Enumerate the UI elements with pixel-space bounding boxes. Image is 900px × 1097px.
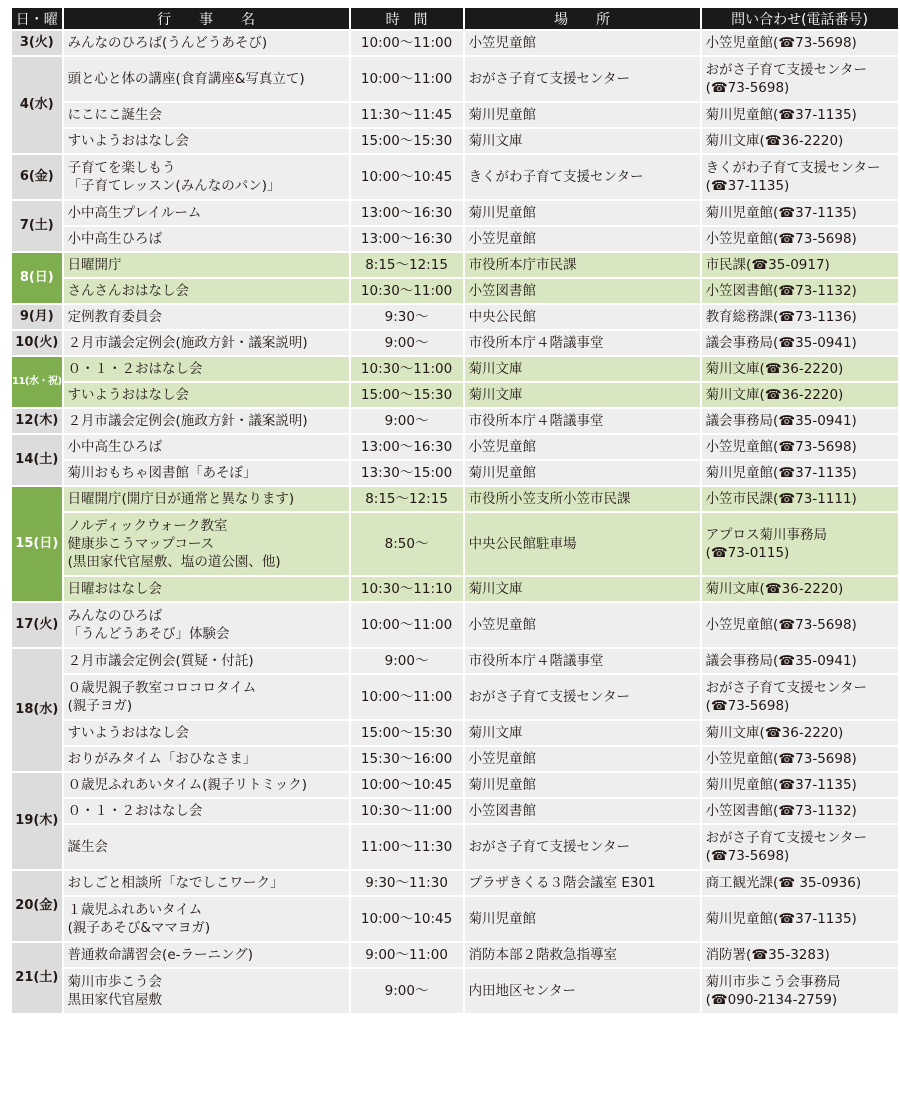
contact-cell-line: 菊川児童館(☎37-1135) bbox=[705, 107, 857, 123]
day-cell: 18(水) bbox=[12, 649, 62, 771]
contact-cell bbox=[702, 305, 898, 329]
place-cell: 消防本部２階救急指導室 bbox=[465, 943, 700, 967]
event-name-cell bbox=[64, 577, 349, 601]
event-name-cell-line: 小中高生ひろば bbox=[67, 439, 163, 455]
contact-cell bbox=[702, 649, 898, 673]
place-cell: 菊川文庫 bbox=[465, 383, 700, 407]
event-name-cell-line: 頭と心と体の講座(食育講座&写真立て) bbox=[67, 71, 305, 87]
table-row bbox=[12, 31, 898, 55]
place-cell: プラザきくる３階会議室 E301 bbox=[465, 871, 700, 895]
contact-cell-line: おがさ子育て支援センター bbox=[705, 680, 868, 696]
event-name-cell bbox=[64, 57, 349, 101]
header-contact: 問い合わせ(電話番号) bbox=[702, 8, 898, 29]
contact-cell-line: 菊川文庫(☎36-2220) bbox=[705, 361, 844, 377]
day-cell: 8(日) bbox=[12, 253, 62, 303]
event-name-cell bbox=[64, 103, 349, 127]
table-row bbox=[12, 201, 898, 225]
event-name-cell bbox=[64, 461, 349, 485]
contact-cell-line: 市民課(☎35-0917) bbox=[705, 257, 830, 273]
event-name-cell bbox=[64, 969, 349, 1013]
event-name-cell-line: ノルディックウォーク教室 bbox=[67, 518, 228, 534]
event-name-cell bbox=[64, 305, 349, 329]
contact-cell bbox=[702, 943, 898, 967]
time-cell: 15:00〜15:30 bbox=[351, 383, 463, 407]
time-cell: 10:30〜11:10 bbox=[351, 577, 463, 601]
event-name-cell-line: 菊川おもちゃ図書館「あそぼ」 bbox=[67, 465, 257, 481]
time-cell: 15:00〜15:30 bbox=[351, 129, 463, 153]
table-row bbox=[12, 649, 898, 673]
time-cell: 9:00〜 bbox=[351, 649, 463, 673]
event-name-cell-line: すいようおはなし会 bbox=[67, 387, 190, 403]
event-name-cell-line: ２月市議会定例会(質疑・付託) bbox=[67, 653, 254, 669]
day-cell: 3(火) bbox=[12, 31, 62, 55]
time-cell: 11:00〜11:30 bbox=[351, 825, 463, 869]
event-name-cell bbox=[64, 487, 349, 511]
contact-cell bbox=[702, 279, 898, 303]
contact-cell-line: (☎73-0115) bbox=[705, 545, 790, 561]
event-name-cell-line: ２月市議会定例会(施政方針・議案説明) bbox=[67, 413, 308, 429]
contact-cell bbox=[702, 461, 898, 485]
place-cell: おがさ子育て支援センター bbox=[465, 57, 700, 101]
table-row bbox=[12, 383, 898, 407]
event-name-cell-line: みんなのひろば bbox=[67, 608, 163, 624]
day-cell: 6(金) bbox=[12, 155, 62, 199]
event-name-cell bbox=[64, 129, 349, 153]
time-cell: 10:00〜11:00 bbox=[351, 675, 463, 719]
table-row bbox=[12, 227, 898, 251]
time-cell: 13:00〜16:30 bbox=[351, 201, 463, 225]
table-row bbox=[12, 943, 898, 967]
event-name-cell-line: １歳児ふれあいタイム bbox=[67, 902, 203, 918]
event-name-cell bbox=[64, 675, 349, 719]
event-name-cell bbox=[64, 31, 349, 55]
day-cell: 14(土) bbox=[12, 435, 62, 485]
contact-cell bbox=[702, 773, 898, 797]
contact-cell-line: 菊川文庫(☎36-2220) bbox=[705, 581, 844, 597]
contact-cell bbox=[702, 825, 898, 869]
contact-cell-line: アプロス菊川事務局 bbox=[705, 527, 828, 543]
place-cell: 小笠図書館 bbox=[465, 279, 700, 303]
event-name-cell-line: 日曜おはなし会 bbox=[67, 581, 163, 597]
time-cell: 15:30〜16:00 bbox=[351, 747, 463, 771]
contact-cell-line: 小笠児童館(☎73-5698) bbox=[705, 35, 857, 51]
event-schedule-table bbox=[10, 6, 900, 1015]
event-name-cell bbox=[64, 897, 349, 941]
contact-cell-line: 菊川文庫(☎36-2220) bbox=[705, 133, 844, 149]
place-cell: 中央公民館駐車場 bbox=[465, 513, 700, 575]
time-cell: 10:00〜11:00 bbox=[351, 603, 463, 647]
event-name-cell-line: 日曜開庁(開庁日が通常と異なります) bbox=[67, 491, 295, 507]
time-cell: 13:30〜15:00 bbox=[351, 461, 463, 485]
contact-cell-line: 商工観光課(☎ 35-0936) bbox=[705, 875, 862, 891]
place-cell: 市役所本庁４階議事堂 bbox=[465, 649, 700, 673]
table-row bbox=[12, 897, 898, 941]
event-name-cell-line: ０・１・２おはなし会 bbox=[67, 803, 203, 819]
time-cell: 13:00〜16:30 bbox=[351, 227, 463, 251]
contact-cell bbox=[702, 227, 898, 251]
event-name-cell bbox=[64, 943, 349, 967]
event-name-cell bbox=[64, 649, 349, 673]
event-name-cell-line: 「うんどうあそび」体験会 bbox=[67, 626, 230, 642]
contact-cell bbox=[702, 155, 898, 199]
event-name-cell bbox=[64, 773, 349, 797]
event-name-cell-line: ０・１・２おはなし会 bbox=[67, 361, 203, 377]
time-cell: 11:30〜11:45 bbox=[351, 103, 463, 127]
time-cell: 10:00〜11:00 bbox=[351, 57, 463, 101]
header-place: 場 所 bbox=[465, 8, 700, 29]
table-row bbox=[12, 357, 898, 381]
event-name-cell-line: 子育てを楽しもう bbox=[67, 160, 176, 176]
event-name-cell-line: にこにこ誕生会 bbox=[67, 107, 163, 123]
header-event-name: 行 事 名 bbox=[64, 8, 349, 29]
day-cell: 20(金) bbox=[12, 871, 62, 941]
contact-cell-line: 小笠図書館(☎73-1132) bbox=[705, 283, 857, 299]
table-row bbox=[12, 57, 898, 101]
contact-cell-line: 教育総務課(☎73-1136) bbox=[705, 309, 857, 325]
event-name-cell bbox=[64, 513, 349, 575]
place-cell: 内田地区センター bbox=[465, 969, 700, 1013]
contact-cell-line: 菊川文庫(☎36-2220) bbox=[705, 387, 844, 403]
place-cell: 小笠児童館 bbox=[465, 603, 700, 647]
table-row bbox=[12, 747, 898, 771]
header-row bbox=[12, 8, 898, 29]
day-cell: 17(火) bbox=[12, 603, 62, 647]
contact-cell-line: (☎73-5698) bbox=[705, 698, 790, 714]
contact-cell bbox=[702, 253, 898, 277]
place-cell: 市役所本庁４階議事堂 bbox=[465, 409, 700, 433]
table-row bbox=[12, 461, 898, 485]
place-cell: 菊川児童館 bbox=[465, 461, 700, 485]
event-name-cell-line: 黒田家代官屋敷 bbox=[67, 992, 163, 1008]
place-cell: 市役所本庁市民課 bbox=[465, 253, 700, 277]
event-name-cell bbox=[64, 253, 349, 277]
contact-cell bbox=[702, 487, 898, 511]
contact-cell bbox=[702, 969, 898, 1013]
contact-cell-line: (☎090-2134-2759) bbox=[705, 992, 838, 1008]
event-name-cell bbox=[64, 155, 349, 199]
contact-cell-line: 菊川児童館(☎37-1135) bbox=[705, 205, 857, 221]
time-cell: 8:50〜 bbox=[351, 513, 463, 575]
day-cell: 15(日) bbox=[12, 487, 62, 601]
contact-cell bbox=[702, 331, 898, 355]
contact-cell-line: (☎37-1135) bbox=[705, 178, 790, 194]
place-cell: おがさ子育て支援センター bbox=[465, 825, 700, 869]
event-name-cell bbox=[64, 279, 349, 303]
place-cell: 小笠児童館 bbox=[465, 31, 700, 55]
contact-cell-line: (☎73-5698) bbox=[705, 848, 790, 864]
day-cell: 10(火) bbox=[12, 331, 62, 355]
contact-cell bbox=[702, 747, 898, 771]
place-cell: 菊川文庫 bbox=[465, 357, 700, 381]
table-row bbox=[12, 129, 898, 153]
contact-cell-line: 小笠児童館(☎73-5698) bbox=[705, 751, 857, 767]
contact-cell bbox=[702, 799, 898, 823]
time-cell: 15:00〜15:30 bbox=[351, 721, 463, 745]
day-cell: 21(土) bbox=[12, 943, 62, 1013]
place-cell: 菊川文庫 bbox=[465, 129, 700, 153]
contact-cell-line: 議会事務局(☎35-0941) bbox=[705, 335, 857, 351]
day-cell: 12(木) bbox=[12, 409, 62, 433]
table-row bbox=[12, 279, 898, 303]
time-cell: 9:00〜11:00 bbox=[351, 943, 463, 967]
place-cell: おがさ子育て支援センター bbox=[465, 675, 700, 719]
contact-cell bbox=[702, 513, 898, 575]
place-cell: 菊川児童館 bbox=[465, 897, 700, 941]
time-cell: 9:00〜 bbox=[351, 331, 463, 355]
contact-cell-line: 消防署(☎35-3283) bbox=[705, 947, 830, 963]
event-name-cell-line: 誕生会 bbox=[67, 839, 109, 855]
contact-cell bbox=[702, 129, 898, 153]
place-cell: 小笠図書館 bbox=[465, 799, 700, 823]
event-name-cell-line: (黒田家代官屋敷、塩の道公園、他) bbox=[67, 554, 281, 570]
schedule-body bbox=[12, 31, 898, 1013]
day-cell: 9(月) bbox=[12, 305, 62, 329]
event-name-cell-line: ２月市議会定例会(施政方針・議案説明) bbox=[67, 335, 308, 351]
contact-cell-line: 菊川児童館(☎37-1135) bbox=[705, 777, 857, 793]
contact-cell-line: おがさ子育て支援センター bbox=[705, 62, 868, 78]
time-cell: 9:30〜11:30 bbox=[351, 871, 463, 895]
table-row bbox=[12, 331, 898, 355]
event-name-cell-line: 日曜開庁 bbox=[67, 257, 122, 273]
contact-cell bbox=[702, 603, 898, 647]
place-cell: 菊川文庫 bbox=[465, 721, 700, 745]
event-name-cell-line: 「子育てレッスン(みんなのパン)」 bbox=[67, 178, 281, 194]
event-name-cell bbox=[64, 331, 349, 355]
place-cell: 小笠児童館 bbox=[465, 435, 700, 459]
event-name-cell-line: おりがみタイム「おひなさま」 bbox=[67, 751, 257, 767]
time-cell: 9:00〜 bbox=[351, 409, 463, 433]
contact-cell-line: 議会事務局(☎35-0941) bbox=[705, 413, 857, 429]
table-row bbox=[12, 969, 898, 1013]
event-name-cell bbox=[64, 409, 349, 433]
table-row bbox=[12, 721, 898, 745]
event-name-cell-line: さんさんおはなし会 bbox=[67, 283, 190, 299]
event-name-cell bbox=[64, 435, 349, 459]
event-name-cell-line: 菊川市歩こう会 bbox=[67, 974, 163, 990]
day-cell: 4(水) bbox=[12, 57, 62, 153]
table-row bbox=[12, 513, 898, 575]
contact-cell bbox=[702, 435, 898, 459]
contact-cell bbox=[702, 897, 898, 941]
header-time: 時 間 bbox=[351, 8, 463, 29]
place-cell: 中央公民館 bbox=[465, 305, 700, 329]
contact-cell bbox=[702, 103, 898, 127]
time-cell: 9:30〜 bbox=[351, 305, 463, 329]
event-name-cell bbox=[64, 825, 349, 869]
table-row bbox=[12, 253, 898, 277]
contact-cell bbox=[702, 357, 898, 381]
event-name-cell-line: (親子ヨガ) bbox=[67, 698, 133, 714]
event-name-cell-line: (親子あそび&ママヨガ) bbox=[67, 920, 211, 936]
contact-cell-line: 小笠図書館(☎73-1132) bbox=[705, 803, 857, 819]
place-cell: 市役所小笠支所小笠市民課 bbox=[465, 487, 700, 511]
event-name-cell-line: おしごと相談所「なでしこワーク」 bbox=[67, 875, 284, 891]
table-row bbox=[12, 103, 898, 127]
contact-cell bbox=[702, 201, 898, 225]
event-name-cell-line: 健康歩こうマップコース bbox=[67, 536, 215, 552]
event-name-cell-line: ０歳児親子教室コロコロタイム bbox=[67, 680, 257, 696]
contact-cell-line: (☎73-5698) bbox=[705, 80, 790, 96]
table-row bbox=[12, 871, 898, 895]
event-name-cell-line: すいようおはなし会 bbox=[67, 725, 190, 741]
event-name-cell-line: みんなのひろば(うんどうあそび) bbox=[67, 35, 268, 51]
table-row bbox=[12, 155, 898, 199]
time-cell: 10:00〜11:00 bbox=[351, 31, 463, 55]
time-cell: 10:00〜10:45 bbox=[351, 897, 463, 941]
contact-cell bbox=[702, 871, 898, 895]
time-cell: 10:00〜10:45 bbox=[351, 773, 463, 797]
event-name-cell bbox=[64, 227, 349, 251]
table-row bbox=[12, 409, 898, 433]
contact-cell bbox=[702, 577, 898, 601]
event-name-cell bbox=[64, 383, 349, 407]
place-cell: 小笠児童館 bbox=[465, 747, 700, 771]
event-name-cell bbox=[64, 201, 349, 225]
event-name-cell bbox=[64, 871, 349, 895]
event-name-cell-line: 小中高生ひろば bbox=[67, 231, 163, 247]
event-name-cell-line: 普通救命講習会(e-ラーニング) bbox=[67, 947, 254, 963]
time-cell: 13:00〜16:30 bbox=[351, 435, 463, 459]
event-name-cell-line: 小中高生プレイルーム bbox=[67, 205, 202, 221]
event-name-cell bbox=[64, 799, 349, 823]
event-name-cell bbox=[64, 603, 349, 647]
table-row bbox=[12, 577, 898, 601]
time-cell: 9:00〜 bbox=[351, 969, 463, 1013]
event-name-cell-line: 定例教育委員会 bbox=[67, 309, 163, 325]
table-row bbox=[12, 305, 898, 329]
event-name-cell bbox=[64, 357, 349, 381]
contact-cell-line: 菊川文庫(☎36-2220) bbox=[705, 725, 844, 741]
contact-cell-line: きくがわ子育て支援センター bbox=[705, 160, 881, 176]
contact-cell-line: 小笠市民課(☎73-1111) bbox=[705, 491, 857, 507]
day-cell: 7(土) bbox=[12, 201, 62, 251]
event-name-cell bbox=[64, 721, 349, 745]
contact-cell bbox=[702, 675, 898, 719]
table-row bbox=[12, 799, 898, 823]
contact-cell-line: 議会事務局(☎35-0941) bbox=[705, 653, 857, 669]
contact-cell-line: 小笠児童館(☎73-5698) bbox=[705, 231, 857, 247]
place-cell: きくがわ子育て支援センター bbox=[465, 155, 700, 199]
place-cell: 菊川文庫 bbox=[465, 577, 700, 601]
schedule-container bbox=[10, 6, 900, 1015]
place-cell: 市役所本庁４階議事堂 bbox=[465, 331, 700, 355]
time-cell: 10:00〜10:45 bbox=[351, 155, 463, 199]
table-row bbox=[12, 773, 898, 797]
contact-cell-line: 菊川児童館(☎37-1135) bbox=[705, 911, 857, 927]
event-name-cell-line: すいようおはなし会 bbox=[67, 133, 190, 149]
table-row bbox=[12, 825, 898, 869]
day-cell: 19(木) bbox=[12, 773, 62, 869]
contact-cell-line: 菊川児童館(☎37-1135) bbox=[705, 465, 857, 481]
table-row bbox=[12, 603, 898, 647]
table-row bbox=[12, 675, 898, 719]
place-cell: 菊川児童館 bbox=[465, 773, 700, 797]
contact-cell-line: 小笠児童館(☎73-5698) bbox=[705, 617, 857, 633]
event-name-cell-line: ０歳児ふれあいタイム(親子リトミック) bbox=[67, 777, 308, 793]
time-cell: 10:30〜11:00 bbox=[351, 357, 463, 381]
time-cell: 10:30〜11:00 bbox=[351, 799, 463, 823]
contact-cell bbox=[702, 31, 898, 55]
table-row bbox=[12, 487, 898, 511]
contact-cell bbox=[702, 721, 898, 745]
table-row bbox=[12, 435, 898, 459]
place-cell: 菊川児童館 bbox=[465, 201, 700, 225]
contact-cell-line: おがさ子育て支援センター bbox=[705, 830, 868, 846]
place-cell: 菊川児童館 bbox=[465, 103, 700, 127]
header-day: 日・曜 bbox=[12, 8, 62, 29]
contact-cell-line: 菊川市歩こう会事務局 bbox=[705, 974, 841, 990]
event-name-cell bbox=[64, 747, 349, 771]
day-cell: 11(水・祝) bbox=[12, 357, 62, 407]
time-cell: 8:15〜12:15 bbox=[351, 253, 463, 277]
time-cell: 8:15〜12:15 bbox=[351, 487, 463, 511]
place-cell: 小笠児童館 bbox=[465, 227, 700, 251]
contact-cell bbox=[702, 409, 898, 433]
contact-cell bbox=[702, 383, 898, 407]
contact-cell-line: 小笠児童館(☎73-5698) bbox=[705, 439, 857, 455]
contact-cell bbox=[702, 57, 898, 101]
time-cell: 10:30〜11:00 bbox=[351, 279, 463, 303]
